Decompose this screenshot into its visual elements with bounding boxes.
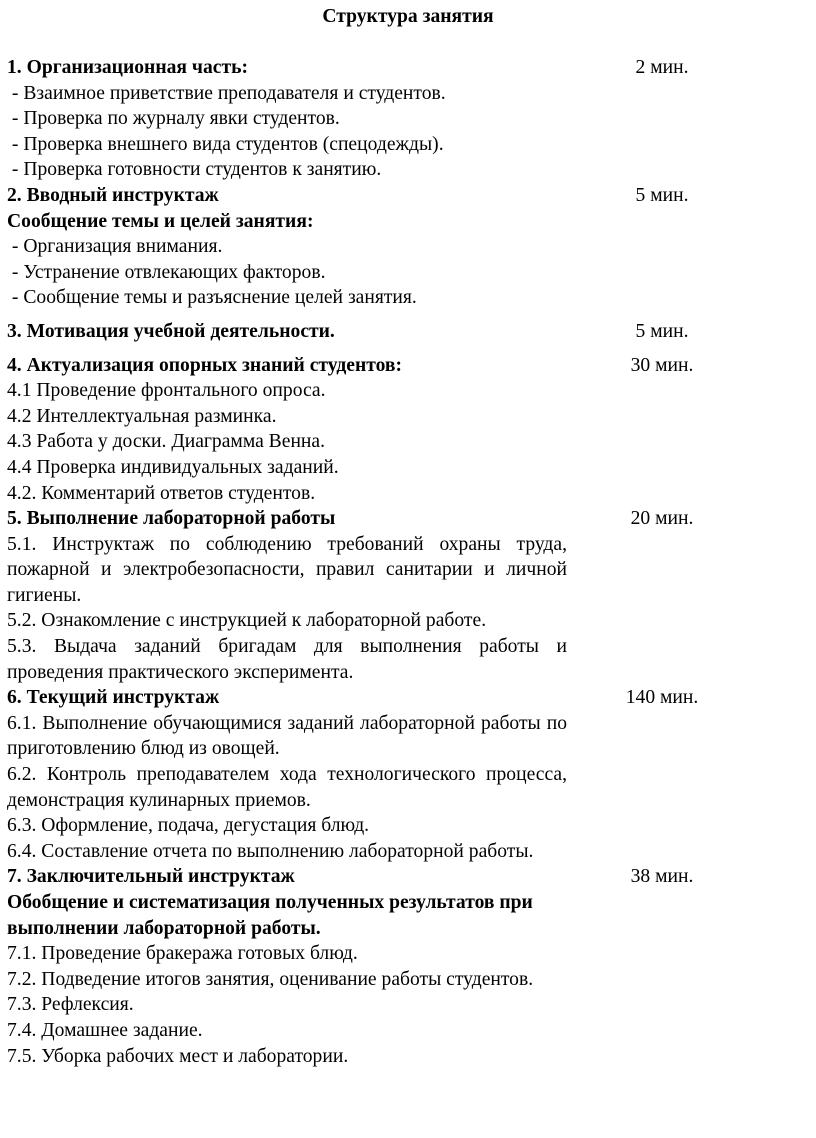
list-item: 5.3. Выдача заданий бригадам для выполнения работы и проведения практического эксперимента. [7,636,567,683]
list-item: 7.1. Проведение бракеража готовых блюд. [7,943,358,965]
list-item: 7.5. Уборка рабочих мест и лаборатории. [7,1045,349,1067]
list-item: 7.2. Подведение итогов занятия, оценивание работы студентов. [7,968,534,990]
section-3-heading: 3. Мотивация учебной деятельности. 5 мин. [7,320,689,342]
list-item: - Устранение отвлекающих факторов. [7,261,326,283]
list-item: - Проверка внешнего вида студентов (спецодежды). [7,133,444,155]
list-item: - Организация внимания. [7,236,223,258]
list-item: - Проверка готовности студентов к занятию. [7,159,382,181]
list-item: 7.3. Рефлексия. [7,994,134,1016]
section-heading-text: 3. Мотивация учебной деятельности. [7,320,335,342]
section-heading-text: 1. Организационная часть: [7,57,248,78]
section-2-heading: 2. Вводный инструктаж 5 мин. [7,184,689,206]
lesson-structure [7,55,699,1069]
list-item: 6.3. Оформление, подача, дегустация блюд. [7,815,370,837]
list-item: 4.4 Проверка индивидуальных заданий. [7,456,339,478]
list-item: - Сообщение темы и разъяснение целей занятия. [7,287,417,309]
list-item: 5.1. Инструктаж по соблюдению требований охраны труда, пожарной и электробезопасности, правил санитарии и личной гигиены. [7,533,567,606]
section-subheading: Сообщение темы и целей занятия: [7,210,314,232]
list-item: 4.2 Интеллектуальная разминка. [7,405,277,427]
list-item: - Взаимное приветствие преподавателя и студентов. [7,82,446,104]
section-subheading: Обобщение и систематизация полученных результатов при выполнении лабораторной работы. [7,892,533,939]
list-item: 7.4. Домашнее задание. [7,1019,203,1041]
section-5-heading: 5. Выполнение лабораторной работы 20 мин. [7,508,694,530]
list-item: 5.2. Ознакомление с инструкцией к лабораторной работе. [7,610,487,632]
section-heading-text: 4. Актуализация опорных знаний студентов: [7,354,403,376]
section-heading-text: 2. Вводный инструктаж [7,184,219,206]
section-6-heading: 6. Текущий инструктаж 140 мин. [7,687,699,709]
list-item: 6.2. Контроль преподавателем хода технологического процесса, демонстрация кулинарных приемов. [7,764,567,811]
list-item: 6.1. Выполнение обучающимися заданий лабораторной работы по приготовлению блюд из овощей. [7,712,567,760]
section-heading-text: 7. Заключительный инструктаж [7,866,295,888]
list-item: - Проверка по журналу явки студентов. [7,108,340,130]
list-item: 4.2. Комментарий ответов студентов. [7,482,316,504]
list-item: 6.4. Составление отчета по выполнению лабораторной работы. [7,840,534,862]
section-1-heading: 1. Организационная часть: 2 мин. [7,57,689,78]
list-item: 4.1 Проведение фронтального опроса. [7,380,326,402]
section-heading-text: 6. Текущий инструктаж [7,687,220,709]
list-item: 4.3 Работа у доски. Диаграмма Венна. [7,431,326,453]
section-heading-text: 5. Выполнение лабораторной работы [7,508,336,530]
section-7-heading: 7. Заключительный инструктаж 38 мин. [7,866,694,888]
page-title: Структура занятия [322,6,494,27]
section-4-heading: 4. Актуализация опорных знаний студентов: 30 мин. [7,354,694,376]
